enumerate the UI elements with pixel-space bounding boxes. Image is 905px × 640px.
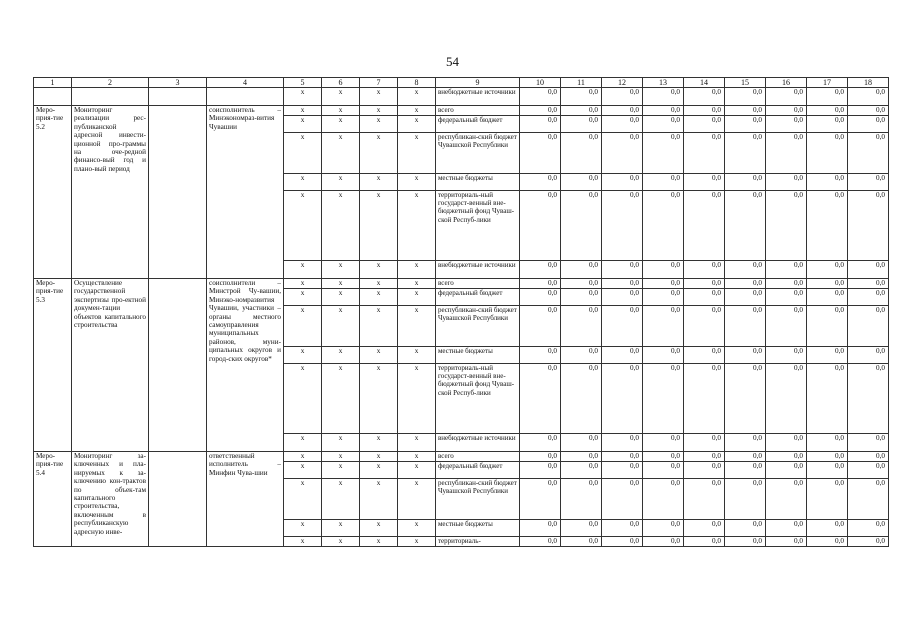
value-cell: 0,0 [561, 364, 602, 434]
value-cell: 0,0 [807, 520, 848, 537]
value-cell: 0,0 [684, 347, 725, 364]
value-cell: 0,0 [643, 452, 684, 462]
value-cell: 0,0 [766, 452, 807, 462]
measure-code: Меро-прия-тие 5.3 [34, 279, 72, 452]
column-header: 2 [72, 78, 149, 88]
value-cell: 0,0 [725, 191, 766, 261]
column-header: 5 [284, 78, 322, 88]
value-cell: 0,0 [684, 289, 725, 306]
value-cell: 0,0 [766, 434, 807, 452]
value-cell: 0,0 [766, 306, 807, 347]
value-cell: 0,0 [684, 106, 725, 116]
value-cell: 0,0 [520, 520, 561, 537]
funding-source: федеральный бюджет [436, 462, 520, 479]
value-cell: 0,0 [643, 106, 684, 116]
value-cell: 0,0 [643, 261, 684, 279]
value-cell: 0,0 [561, 191, 602, 261]
header-row [34, 78, 889, 88]
value-cell: 0,0 [520, 88, 561, 106]
value-cell: 0,0 [848, 434, 889, 452]
mark-cell: x [398, 520, 436, 537]
measure-name: Мониторинг реализации рес-публиканской адресной инвести-ционной про-граммы на оче-редной финансо-вый год и плано-вый период [72, 106, 149, 279]
value-cell: 0,0 [643, 479, 684, 520]
value-cell: 0,0 [684, 364, 725, 434]
value-cell: 0,0 [520, 289, 561, 306]
value-cell: 0,0 [684, 116, 725, 133]
value-cell: 0,0 [561, 452, 602, 462]
mark-cell: x [322, 479, 360, 520]
funding-source: местные бюджеты [436, 174, 520, 191]
value-cell: 0,0 [725, 479, 766, 520]
value-cell: 0,0 [848, 133, 889, 174]
value-cell: 0,0 [807, 537, 848, 547]
value-cell: 0,0 [602, 174, 643, 191]
funding-source: территориаль-ный государст-венный вне-бюджетный фонд Чуваш-ской Респуб-лики [436, 191, 520, 261]
value-cell: 0,0 [725, 106, 766, 116]
value-cell: 0,0 [520, 462, 561, 479]
column-header: 9 [436, 78, 520, 88]
value-cell: 0,0 [807, 434, 848, 452]
page-number: 54 [446, 54, 459, 69]
funding-source: республикан-ский бюджет Чувашской Республики [436, 133, 520, 174]
value-cell: 0,0 [684, 133, 725, 174]
value-cell: 0,0 [643, 191, 684, 261]
mark-cell: x [360, 364, 398, 434]
value-cell: 0,0 [848, 452, 889, 462]
value-cell: 0,0 [561, 520, 602, 537]
value-cell: 0,0 [684, 520, 725, 537]
funding-source: республикан-ский бюджет Чувашской Республики [436, 479, 520, 520]
mark-cell: x [360, 479, 398, 520]
value-cell: 0,0 [602, 191, 643, 261]
mark-cell: x [360, 347, 398, 364]
mark-cell: x [398, 537, 436, 547]
value-cell: 0,0 [520, 434, 561, 452]
mark-cell: x [360, 537, 398, 547]
value-cell: 0,0 [807, 306, 848, 347]
funding-source: внебюджетные источники [436, 261, 520, 279]
value-cell: 0,0 [602, 462, 643, 479]
mark-cell: x [322, 434, 360, 452]
mark-cell: x [284, 88, 322, 106]
mark-cell: x [360, 191, 398, 261]
mark-cell: x [398, 452, 436, 462]
funding-source: территориаль-ный государст-венный вне-бюджетный фонд Чуваш-ской Респуб-лики [436, 364, 520, 434]
value-cell: 0,0 [807, 106, 848, 116]
mark-cell: x [322, 462, 360, 479]
mark-cell: x [322, 279, 360, 289]
mark-cell: x [398, 347, 436, 364]
funding-source: всего [436, 106, 520, 116]
mark-cell: x [360, 520, 398, 537]
value-cell: 0,0 [520, 537, 561, 547]
mark-cell: x [284, 306, 322, 347]
table-row [34, 106, 889, 116]
value-cell: 0,0 [684, 537, 725, 547]
value-cell: 0,0 [561, 537, 602, 547]
value-cell: 0,0 [561, 106, 602, 116]
value-cell: 0,0 [520, 279, 561, 289]
mark-cell: x [322, 133, 360, 174]
mark-cell: x [322, 116, 360, 133]
value-cell: 0,0 [561, 133, 602, 174]
measure-executor: ответственный исполнитель – Минфин Чува-шии [207, 452, 284, 547]
value-cell: 0,0 [725, 537, 766, 547]
funding-source: всего [436, 452, 520, 462]
mark-cell: x [360, 106, 398, 116]
mark-cell: x [322, 106, 360, 116]
mark-cell: x [322, 364, 360, 434]
empty-cell [149, 88, 207, 106]
mark-cell: x [322, 261, 360, 279]
value-cell: 0,0 [725, 279, 766, 289]
value-cell: 0,0 [520, 106, 561, 116]
value-cell: 0,0 [602, 347, 643, 364]
empty-cell [72, 88, 149, 106]
mark-cell: x [360, 133, 398, 174]
value-cell: 0,0 [684, 191, 725, 261]
value-cell: 0,0 [807, 116, 848, 133]
mark-cell: x [398, 88, 436, 106]
mark-cell: x [398, 174, 436, 191]
value-cell: 0,0 [766, 88, 807, 106]
mark-cell: x [360, 88, 398, 106]
column-header: 13 [643, 78, 684, 88]
column-header: 17 [807, 78, 848, 88]
mark-cell: x [360, 434, 398, 452]
value-cell: 0,0 [848, 537, 889, 547]
column-header: 6 [322, 78, 360, 88]
empty-cell [149, 106, 207, 279]
mark-cell: x [360, 289, 398, 306]
value-cell: 0,0 [725, 133, 766, 174]
value-cell: 0,0 [848, 479, 889, 520]
value-cell: 0,0 [684, 452, 725, 462]
value-cell: 0,0 [684, 306, 725, 347]
value-cell: 0,0 [520, 452, 561, 462]
column-header: 4 [207, 78, 284, 88]
value-cell: 0,0 [520, 191, 561, 261]
mark-cell: x [322, 191, 360, 261]
value-cell: 0,0 [520, 306, 561, 347]
column-header: 10 [520, 78, 561, 88]
mark-cell: x [322, 306, 360, 347]
mark-cell: x [398, 289, 436, 306]
mark-cell: x [322, 347, 360, 364]
value-cell: 0,0 [725, 452, 766, 462]
value-cell: 0,0 [602, 106, 643, 116]
value-cell: 0,0 [766, 191, 807, 261]
column-header: 16 [766, 78, 807, 88]
mark-cell: x [398, 191, 436, 261]
funding-source: федеральный бюджет [436, 289, 520, 306]
mark-cell: x [284, 434, 322, 452]
value-cell: 0,0 [848, 364, 889, 434]
value-cell: 0,0 [602, 306, 643, 347]
value-cell: 0,0 [766, 479, 807, 520]
value-cell: 0,0 [602, 520, 643, 537]
value-cell: 0,0 [848, 520, 889, 537]
value-cell: 0,0 [520, 479, 561, 520]
mark-cell: x [284, 133, 322, 174]
value-cell: 0,0 [602, 479, 643, 520]
column-header: 7 [360, 78, 398, 88]
funding-source: местные бюджеты [436, 520, 520, 537]
mark-cell: x [322, 88, 360, 106]
value-cell: 0,0 [725, 462, 766, 479]
column-header: 14 [684, 78, 725, 88]
mark-cell: x [398, 279, 436, 289]
value-cell: 0,0 [520, 347, 561, 364]
value-cell: 0,0 [684, 279, 725, 289]
value-cell: 0,0 [766, 537, 807, 547]
value-cell: 0,0 [684, 174, 725, 191]
value-cell: 0,0 [725, 520, 766, 537]
value-cell: 0,0 [725, 289, 766, 306]
value-cell: 0,0 [725, 261, 766, 279]
value-cell: 0,0 [602, 261, 643, 279]
value-cell: 0,0 [766, 347, 807, 364]
value-cell: 0,0 [561, 116, 602, 133]
value-cell: 0,0 [807, 347, 848, 364]
mark-cell: x [398, 479, 436, 520]
value-cell: 0,0 [766, 520, 807, 537]
value-cell: 0,0 [602, 279, 643, 289]
mark-cell: x [284, 261, 322, 279]
value-cell: 0,0 [602, 289, 643, 306]
column-header: 12 [602, 78, 643, 88]
column-header: 1 [34, 78, 72, 88]
value-cell: 0,0 [848, 279, 889, 289]
value-cell: 0,0 [848, 462, 889, 479]
column-header: 11 [561, 78, 602, 88]
mark-cell: x [398, 133, 436, 174]
mark-cell: x [284, 479, 322, 520]
column-header: 8 [398, 78, 436, 88]
value-cell: 0,0 [684, 479, 725, 520]
value-cell: 0,0 [766, 106, 807, 116]
funding-source: всего [436, 279, 520, 289]
value-cell: 0,0 [602, 452, 643, 462]
value-cell: 0,0 [766, 133, 807, 174]
value-cell: 0,0 [520, 261, 561, 279]
value-cell: 0,0 [643, 434, 684, 452]
measure-executor: соисполнители – Минстрой Чу-вашии, Минэко-номразвития Чувашии, участники – органы местного самоуправления муниципальных районов, муни-ципальных округов и город-ских округов* [207, 279, 284, 452]
value-cell: 0,0 [684, 434, 725, 452]
value-cell: 0,0 [807, 479, 848, 520]
empty-cell [34, 88, 72, 106]
value-cell: 0,0 [807, 279, 848, 289]
value-cell: 0,0 [807, 191, 848, 261]
table-row [34, 452, 889, 462]
measure-code: Меро-прия-тие 5.4 [34, 452, 72, 547]
value-cell: 0,0 [766, 116, 807, 133]
value-cell: 0,0 [643, 133, 684, 174]
empty-cell [207, 88, 284, 106]
value-cell: 0,0 [725, 434, 766, 452]
mark-cell: x [398, 261, 436, 279]
mark-cell: x [284, 452, 322, 462]
value-cell: 0,0 [684, 88, 725, 106]
value-cell: 0,0 [725, 364, 766, 434]
value-cell: 0,0 [643, 116, 684, 133]
value-cell: 0,0 [725, 347, 766, 364]
mark-cell: x [360, 306, 398, 347]
funding-source: территориаль- [436, 537, 520, 547]
value-cell: 0,0 [643, 520, 684, 537]
value-cell: 0,0 [848, 289, 889, 306]
value-cell: 0,0 [643, 289, 684, 306]
value-cell: 0,0 [643, 537, 684, 547]
funding-source: местные бюджеты [436, 347, 520, 364]
value-cell: 0,0 [643, 88, 684, 106]
empty-cell [149, 452, 207, 547]
value-cell: 0,0 [848, 106, 889, 116]
value-cell: 0,0 [561, 88, 602, 106]
funding-source: внебюджетные источники [436, 88, 520, 106]
mark-cell: x [284, 520, 322, 537]
funding-source: республикан-ский бюджет Чувашской Республики [436, 306, 520, 347]
value-cell: 0,0 [643, 364, 684, 434]
mark-cell: x [284, 106, 322, 116]
measure-code: Меро-прия-тие 5.2 [34, 106, 72, 279]
value-cell: 0,0 [684, 261, 725, 279]
value-cell: 0,0 [520, 364, 561, 434]
mark-cell: x [322, 537, 360, 547]
value-cell: 0,0 [561, 434, 602, 452]
column-header: 18 [848, 78, 889, 88]
value-cell: 0,0 [766, 279, 807, 289]
mark-cell: x [398, 462, 436, 479]
table-row [34, 88, 889, 106]
measure-name: Мониторинг за-ключенных и пла-нируемых к за-ключению кон-трактов по объек-там капитального строительства, включенным в республиканскую адресную инве- [72, 452, 149, 547]
value-cell: 0,0 [725, 116, 766, 133]
mark-cell: x [398, 364, 436, 434]
value-cell: 0,0 [602, 364, 643, 434]
value-cell: 0,0 [561, 479, 602, 520]
mark-cell: x [360, 279, 398, 289]
column-header: 3 [149, 78, 207, 88]
value-cell: 0,0 [520, 133, 561, 174]
value-cell: 0,0 [807, 462, 848, 479]
funding-source: федеральный бюджет [436, 116, 520, 133]
value-cell: 0,0 [602, 88, 643, 106]
budget-table [33, 77, 889, 547]
measure-name: Осуществление государственной экспертизы про-ектной докумен-тации объектов капитального строительства [72, 279, 149, 452]
value-cell: 0,0 [725, 306, 766, 347]
value-cell: 0,0 [602, 133, 643, 174]
value-cell: 0,0 [602, 116, 643, 133]
value-cell: 0,0 [848, 116, 889, 133]
column-header: 15 [725, 78, 766, 88]
value-cell: 0,0 [766, 462, 807, 479]
mark-cell: x [284, 347, 322, 364]
value-cell: 0,0 [643, 279, 684, 289]
value-cell: 0,0 [848, 191, 889, 261]
mark-cell: x [284, 537, 322, 547]
mark-cell: x [360, 261, 398, 279]
value-cell: 0,0 [807, 261, 848, 279]
value-cell: 0,0 [766, 364, 807, 434]
value-cell: 0,0 [561, 347, 602, 364]
mark-cell: x [398, 434, 436, 452]
mark-cell: x [322, 289, 360, 306]
value-cell: 0,0 [643, 174, 684, 191]
mark-cell: x [360, 174, 398, 191]
mark-cell: x [284, 191, 322, 261]
value-cell: 0,0 [848, 174, 889, 191]
value-cell: 0,0 [766, 289, 807, 306]
value-cell: 0,0 [561, 306, 602, 347]
mark-cell: x [360, 452, 398, 462]
value-cell: 0,0 [561, 462, 602, 479]
mark-cell: x [284, 279, 322, 289]
mark-cell: x [284, 116, 322, 133]
mark-cell: x [322, 452, 360, 462]
value-cell: 0,0 [807, 364, 848, 434]
value-cell: 0,0 [643, 462, 684, 479]
value-cell: 0,0 [602, 434, 643, 452]
mark-cell: x [398, 106, 436, 116]
value-cell: 0,0 [766, 174, 807, 191]
mark-cell: x [360, 116, 398, 133]
mark-cell: x [398, 116, 436, 133]
mark-cell: x [284, 289, 322, 306]
value-cell: 0,0 [848, 347, 889, 364]
value-cell: 0,0 [725, 88, 766, 106]
value-cell: 0,0 [807, 289, 848, 306]
value-cell: 0,0 [848, 88, 889, 106]
mark-cell: x [284, 174, 322, 191]
value-cell: 0,0 [561, 289, 602, 306]
value-cell: 0,0 [848, 261, 889, 279]
funding-source: внебюджетные источники [436, 434, 520, 452]
value-cell: 0,0 [602, 537, 643, 547]
mark-cell: x [322, 520, 360, 537]
value-cell: 0,0 [520, 174, 561, 191]
mark-cell: x [284, 364, 322, 434]
mark-cell: x [322, 174, 360, 191]
mark-cell: x [284, 462, 322, 479]
value-cell: 0,0 [807, 174, 848, 191]
value-cell: 0,0 [848, 306, 889, 347]
value-cell: 0,0 [643, 306, 684, 347]
mark-cell: x [398, 306, 436, 347]
value-cell: 0,0 [643, 347, 684, 364]
table-row [34, 279, 889, 289]
value-cell: 0,0 [684, 462, 725, 479]
value-cell: 0,0 [561, 174, 602, 191]
measure-executor: соисполнитель – Минэкономраз-вития Чувашии [207, 106, 284, 279]
value-cell: 0,0 [807, 88, 848, 106]
value-cell: 0,0 [807, 133, 848, 174]
value-cell: 0,0 [807, 452, 848, 462]
value-cell: 0,0 [561, 261, 602, 279]
value-cell: 0,0 [725, 174, 766, 191]
empty-cell [149, 279, 207, 452]
value-cell: 0,0 [561, 279, 602, 289]
value-cell: 0,0 [766, 261, 807, 279]
mark-cell: x [360, 462, 398, 479]
value-cell: 0,0 [520, 116, 561, 133]
